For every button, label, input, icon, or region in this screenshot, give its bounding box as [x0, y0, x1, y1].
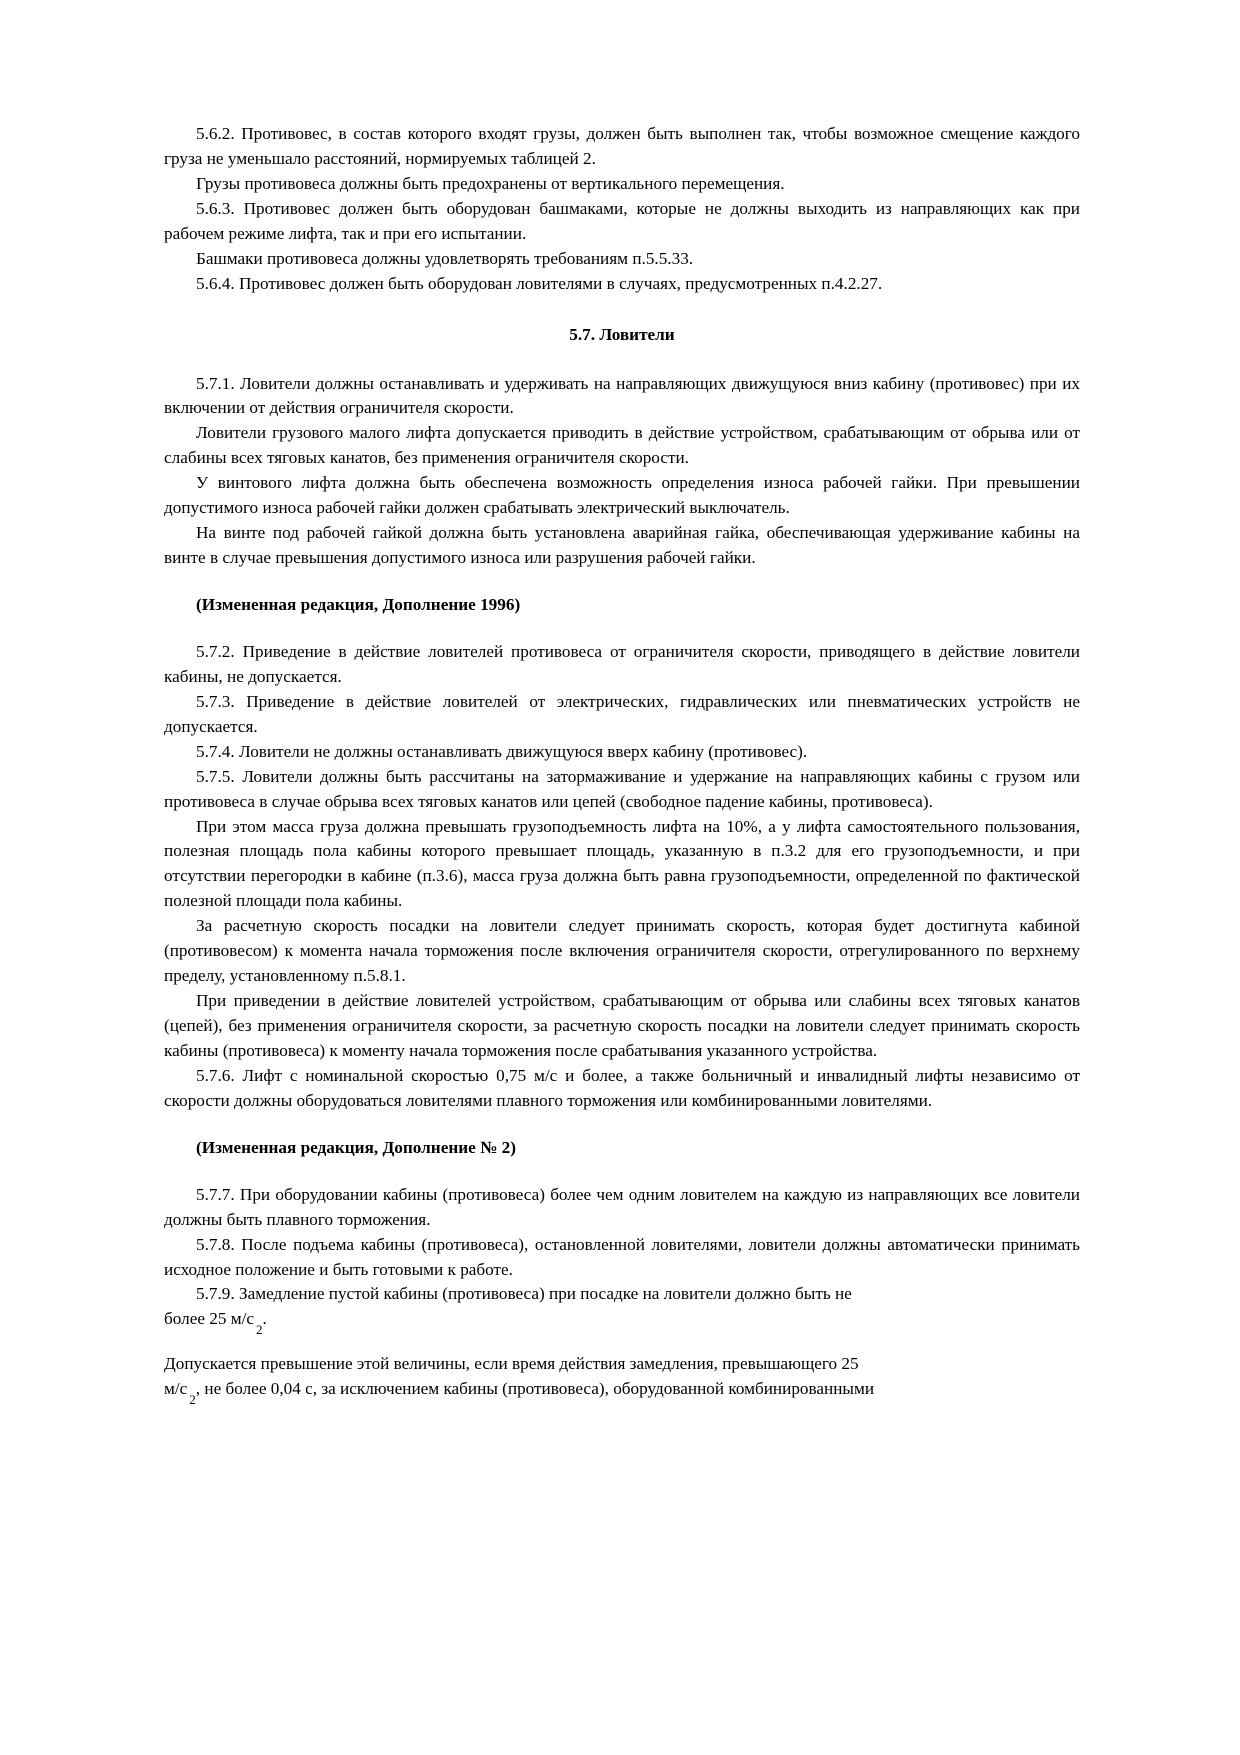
paragraph-load-mass: При этом масса груза должна превышать грузоподъемность лифта на 10%, а у лифта самостоятельного пользования, полезная площадь пола кабины которого превышает площадь, указанную в п.3.2 для его грузоподъемности, и при отсутствии перегородки в кабине (п.3.6), масса груза должна быть равна грузоподъемности, определенной по фактической полезной площади пола кабины. [164, 816, 1080, 911]
paragraph-tolerance-line-1: Допускается превышение этой величины, если время действия замедления, превышающего 25 [164, 1354, 859, 1374]
paragraph-5-6-2: 5.6.2. Противовес, в состав которого входят грузы, должен быть выполнен так, чтобы возможное смещение каждого груза не уменьшало расстояний, нормируемых таблицей 2. [164, 124, 1080, 168]
paragraph-5-7-6: 5.7.6. Лифт с номинальной скоростью 0,75 м/с и более, а также больничный и инвалидный лифты независимо от скорости должны оборудоваться ловителями плавного торможения или комбинированными ловителями. [164, 1065, 1080, 1110]
revision-note-2: (Измененная редакция, Дополнение № 2) [196, 1137, 516, 1157]
document-body [164, 122, 1080, 1408]
paragraph-screw-lift: У винтового лифта должна быть обеспечена возможность определения износа рабочей гайки. При превышении допустимого износа рабочей гайки должен срабатывать электрический выключатель. [164, 473, 1080, 518]
revision-note-1996: (Измененная редакция, Дополнение 1996) [196, 595, 521, 614]
paragraph-5-7-9 [164, 1282, 1080, 1307]
sentence-period: . [262, 1309, 267, 1329]
paragraph-tolerance-line-2 [164, 1377, 1080, 1408]
paragraph-5-7-8: 5.7.8. После подъема кабины (противовеса), остановленной ловителями, ловители должны автоматически принимать исходное положение и быть готовыми к работе. [164, 1234, 1080, 1279]
paragraph-5-7-4: 5.7.4. Ловители не должны останавливать движущуюся вверх кабину (противовес). [196, 741, 808, 761]
unit-prefix: м/с [164, 1379, 188, 1399]
paragraph-5-7-3: 5.7.3. Приведение в действие ловителей от электрических, гидравлических или пневматических устройств не допускается. [164, 691, 1080, 736]
paragraph-counterweight-loads: Грузы противовеса должны быть предохранены от вертикального перемещения. [196, 173, 785, 193]
square-superscript-1: 2 [256, 1322, 263, 1338]
section-heading-5-7: 5.7. Ловители [569, 324, 675, 344]
paragraph-5-7-5: 5.7.5. Ловители должны быть рассчитаны на затормаживание и удержание на направляющих кабины с грузом или противовеса в случае обрыва всех тяговых канатов или цепей (свободное падение кабины, противовеса). [164, 766, 1080, 811]
paragraph-5-6-4: 5.6.4. Противовес должен быть оборудован ловителями в случаях, предусмотренных п.4.2.27. [196, 273, 883, 293]
tolerance-rest: , не более 0,04 с, за исключением кабины (противовеса), оборудованной комбинированными [195, 1379, 875, 1399]
paragraph-5-7-7: 5.7.7. При оборудовании кабины (противовеса) более чем одним ловителем на каждую из направляющих все ловители должны быть плавного торможения. [164, 1184, 1080, 1229]
clause-5-7-9-text: 5.7.9. Замедление пустой кабины (противовеса) при посадке на ловители должно быть не [196, 1284, 852, 1304]
paragraph-device-activation: При приведении в действие ловителей устройством, срабатывающим от обрыва или слабины всех тяговых канатов (цепей), без применения ограничителя скорости, за расчетную скорость посадки на ловители следует принимать скорость кабины (противовеса) к моменту начала торможения после срабатывания указанного устройства. [164, 991, 1080, 1060]
deceleration-value: более 25 м/с [164, 1309, 255, 1329]
paragraph-5-7-9-value [164, 1307, 1080, 1338]
square-superscript-2: 2 [189, 1392, 196, 1408]
paragraph-5-6-3: 5.6.3. Противовес должен быть оборудован башмаками, которые не должны выходить из направляющих как при рабочем режиме лифта, так и при его испытании. [164, 198, 1080, 243]
paragraph-design-speed: За расчетную скорость посадки на ловители следует принимать скорость, которая будет достигнута кабиной (противовесом) к момента начала торможения после включения ограничителя скорости, отрегулированного по верхнему пределу, установленному п.5.8.1. [164, 916, 1080, 986]
paragraph-shoes-requirements: Башмаки противовеса должны удовлетворять требованиям п.5.5.33. [196, 248, 694, 268]
paragraph-5-7-2: 5.7.2. Приведение в действие ловителей противовеса от ограничителя скорости, приводящего в действие ловители кабины, не допускается. [164, 641, 1080, 686]
paragraph-small-freight-lift: Ловители грузового малого лифта допускается приводить в действие устройством, срабатывающим от обрыва или от слабины всех тяговых канатов, без применения ограничителя скорости. [164, 423, 1080, 468]
paragraph-safety-nut: На винте под рабочей гайкой должна быть установлена аварийная гайка, обеспечивающая удерживание кабины на винте в случае превышения допустимого износа или разрушения рабочей гайки. [164, 523, 1080, 568]
paragraph-5-7-1: 5.7.1. Ловители должны останавливать и удерживать на направляющих движущуюся вниз кабину (противовес) при их включении от действия ограничителя скорости. [164, 373, 1080, 418]
